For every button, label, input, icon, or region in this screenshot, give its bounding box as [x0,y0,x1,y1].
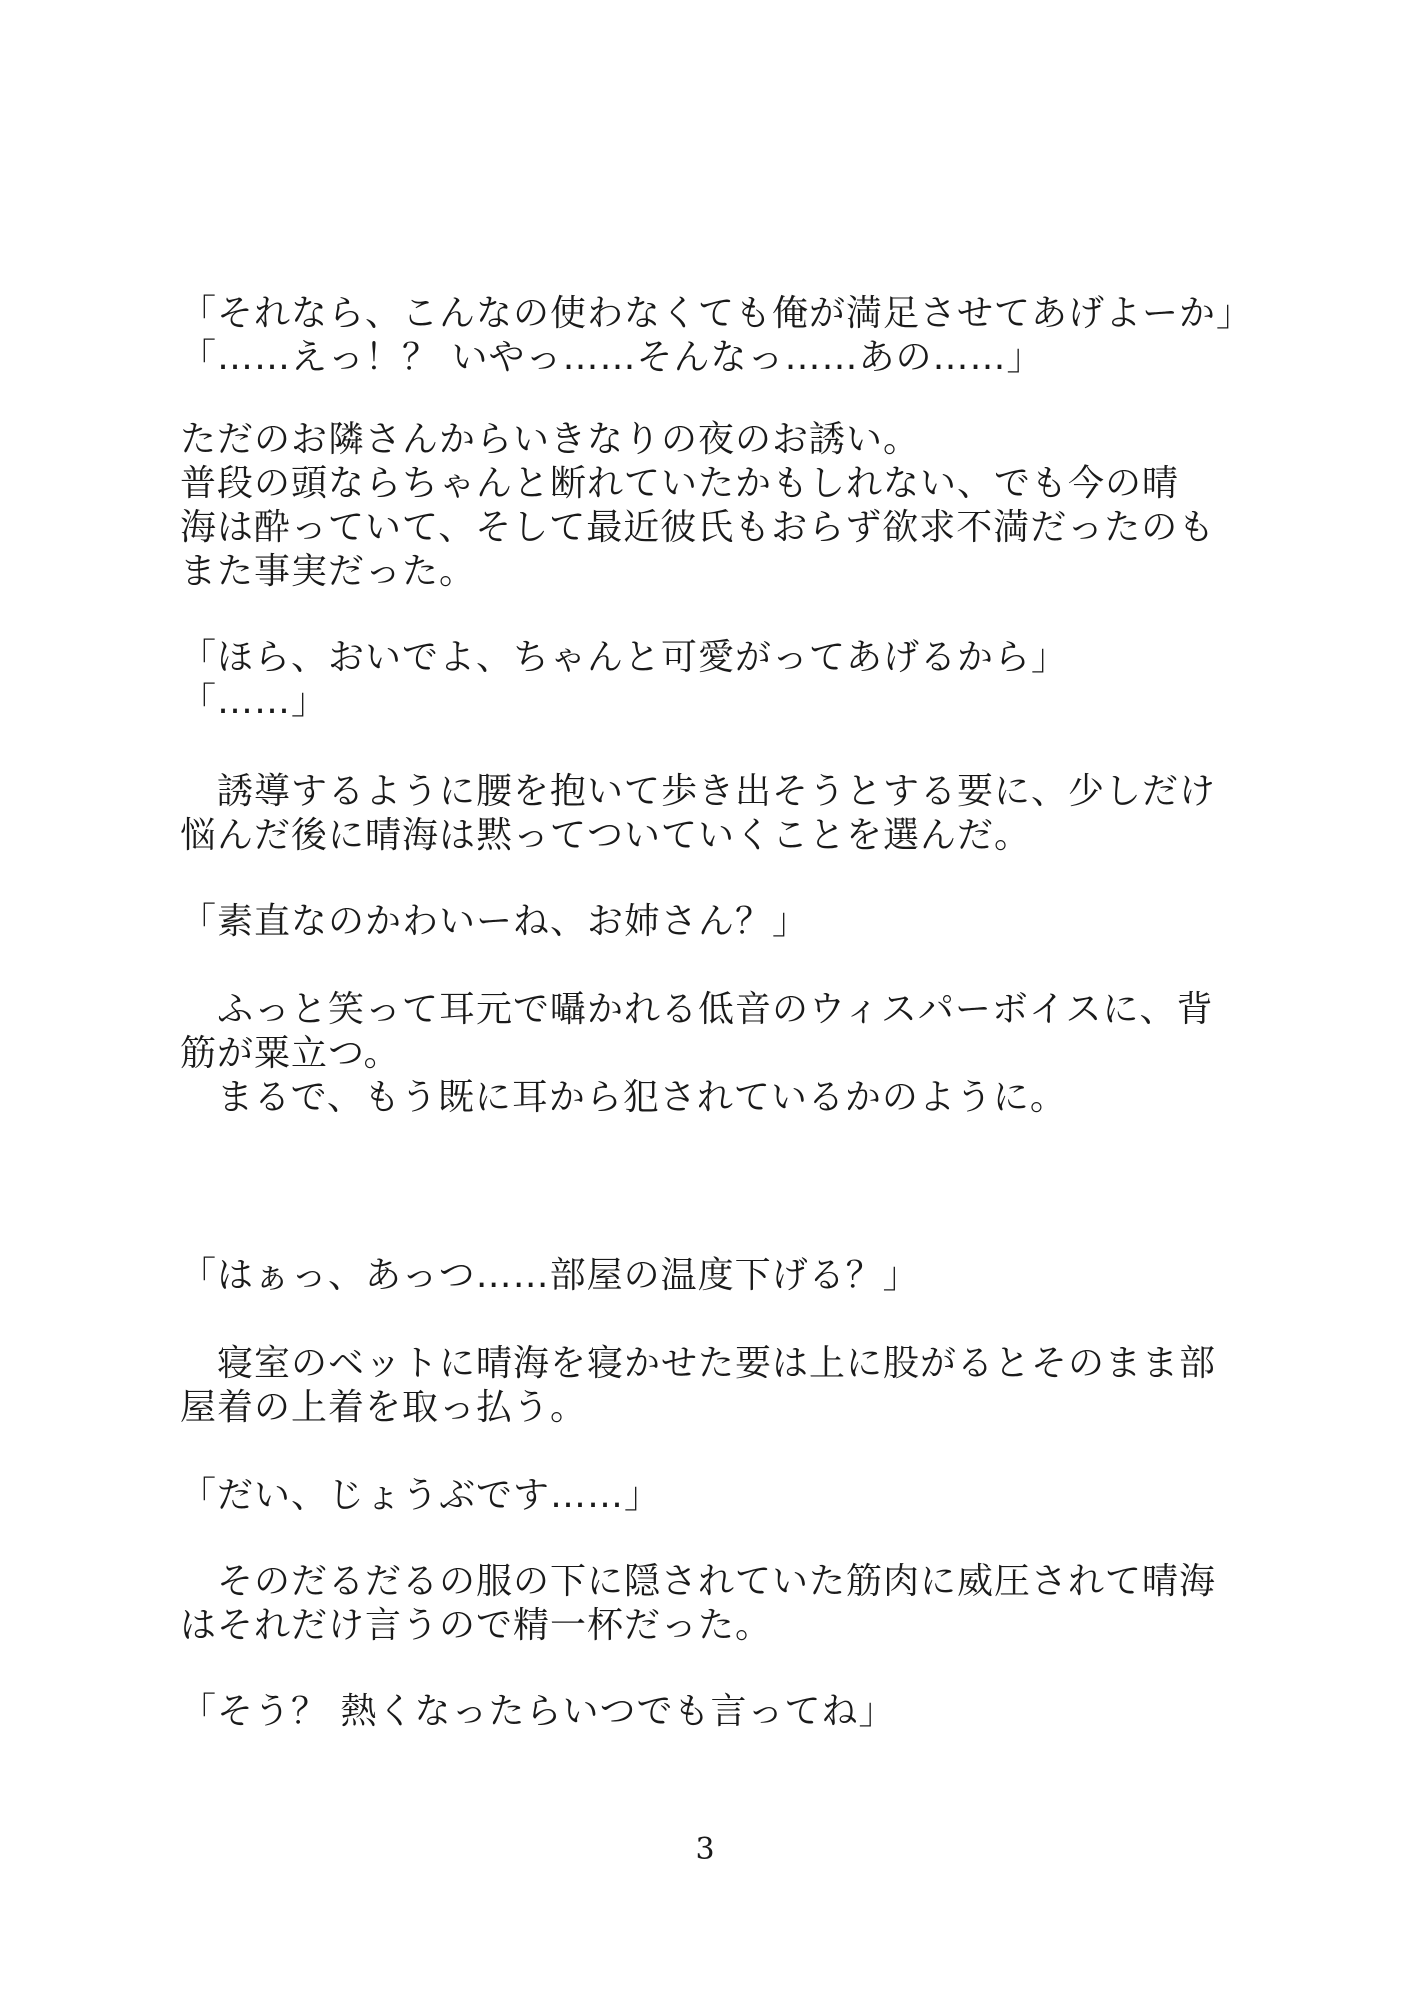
text-line: 寝室のベットに晴海を寝かせた要は上に股がるとそのまま部 [180,1343,1217,1384]
text-line: 「だい、じょうぶです……」 [180,1475,662,1516]
text-line: 「素直なのかわいーね、お姉さん？」 [180,901,810,942]
text-line: 「それなら、こんなの使わなくても俺が満足させてあげよーか」 [180,293,1254,334]
text-line: 悩んだ後に晴海は黙ってついていくことを選んだ。 [180,815,1032,856]
text-line: 「……えっ！？ いやっ……そんなっ……あの……」 [180,337,1044,378]
text-line: まるで、もう既に耳から犯されているかのように。 [180,1077,1067,1118]
page-number: 3 [695,1832,715,1867]
text-line: 「そう？ 熱くなったらいつでも言ってね」 [180,1691,896,1732]
text-line: 「はぁっ、あっつ……部屋の温度下げる？」 [180,1255,920,1296]
text-line: また事実だった。 [180,551,477,592]
text-line: 屋着の上着を取っ払う。 [180,1387,588,1428]
text-line: ふっと笑って耳元で囁かれる低音のウィスパーボイスに、背 [180,989,1214,1030]
text-line: そのだるだるの服の下に隠されていた筋肉に威圧されて晴海 [180,1561,1217,1602]
text-line: 普段の頭ならちゃんと断れていたかもしれない、でも今の晴 [180,463,1180,504]
text-line: 誘導するように腰を抱いて歩き出そうとする要に、少しだけ [180,771,1217,812]
text-line: 海は酔っていて、そして最近彼氏もおらず欲求不満だったのも [180,507,1216,548]
text-line: 筋が粟立つ。 [180,1033,401,1074]
text-line: はそれだけ言うので精一杯だった。 [180,1605,773,1646]
text-line: 「ほら、おいでよ、ちゃんと可愛がってあげるから」 [180,637,1069,678]
text-line: ただのお隣さんからいきなりの夜のお誘い。 [180,419,921,460]
text-line: 「……」 [180,681,329,722]
